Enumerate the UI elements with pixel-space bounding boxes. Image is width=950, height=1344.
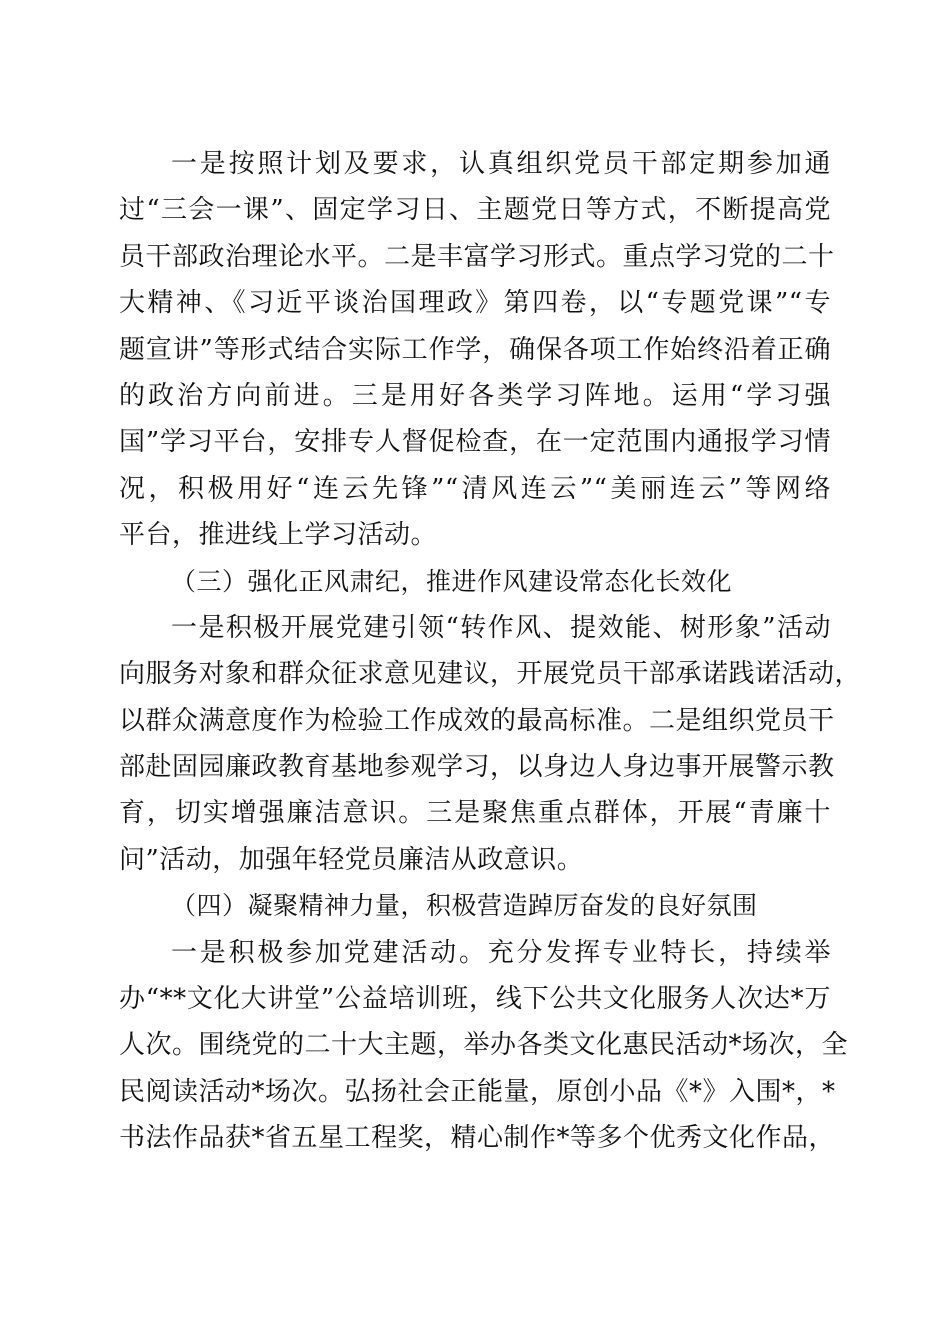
text-line: 题宣讲”等形式结合实际工作学，确保各项工作始终沿着正确 — [119, 334, 831, 365]
text-line: 况，积极用好“连云先锋”“清风连云”“美丽连云”等网络 — [119, 473, 831, 504]
paragraph-study-measures — [119, 141, 835, 559]
text-line: 平台，推进线上学习活动。 — [119, 520, 438, 551]
text-line: 育，切实增强廉洁意识。三是聚焦重点群体，开展“青廉十 — [119, 798, 831, 829]
text-line: 办“**文化大讲堂”公益培训班，线下公共文化服务人次达*万 — [119, 984, 831, 1015]
text-line: 部赴固园廉政教育基地参观学习，以身边人身边事开展警示教 — [119, 752, 835, 783]
section-heading-4 — [119, 883, 831, 929]
text-line: 民阅读活动*场次。弘扬社会正能量，原创小品《*》入围*，* — [119, 1076, 836, 1107]
paragraph-cultural-activities — [119, 930, 849, 1162]
text-line: 的政治方向前进。三是用好各类学习阵地。运用“学习强 — [119, 380, 831, 411]
section-heading-3 — [119, 559, 831, 605]
text-line: 过“三会一课”、固定学习日、主题党日等方式，不断提高党 — [119, 195, 831, 226]
heading-text: （四）凝聚精神力量，积极营造踔厉奋发的良好氛围 — [171, 891, 758, 921]
document-body — [119, 141, 862, 1162]
paragraph-discipline-measures — [119, 605, 862, 883]
text-line: 一是按照计划及要求，认真组织党员干部定期参加通 — [171, 149, 831, 179]
text-line: 人次。围绕党的二十大主题，举办各类文化惠民活动*场次，全 — [119, 1030, 849, 1061]
heading-text: （三）强化正风肃纪，推进作风建设常态化长效化 — [171, 566, 733, 596]
text-line: 以群众满意度作为检验工作成效的最高标准。二是组织党员干 — [119, 705, 835, 736]
text-line: 大精神、《习近平谈治国理政》第四卷，以“专题党课”“专 — [119, 288, 831, 319]
text-line: 问”活动，加强年轻党员廉洁从政意识。 — [119, 844, 584, 875]
text-line: 员干部政治理论水平。二是丰富学习形式。重点学习党的二十 — [119, 241, 835, 272]
text-line: 书法作品获*省五星工程奖，精心制作*等多个优秀文化作品， — [119, 1123, 836, 1154]
text-line: 一是积极开展党建引领“转作风、提效能、树形象”活动 — [171, 612, 831, 643]
text-line: 国”学习平台，安排专人督促检查，在一定范围内通报学习情 — [119, 427, 831, 458]
text-line: 一是积极参加党建活动。充分发挥专业特长，持续举 — [171, 937, 831, 968]
text-line: 向服务对象和群众征求意见建议，开展党员干部承诺践诺活动， — [119, 659, 862, 690]
